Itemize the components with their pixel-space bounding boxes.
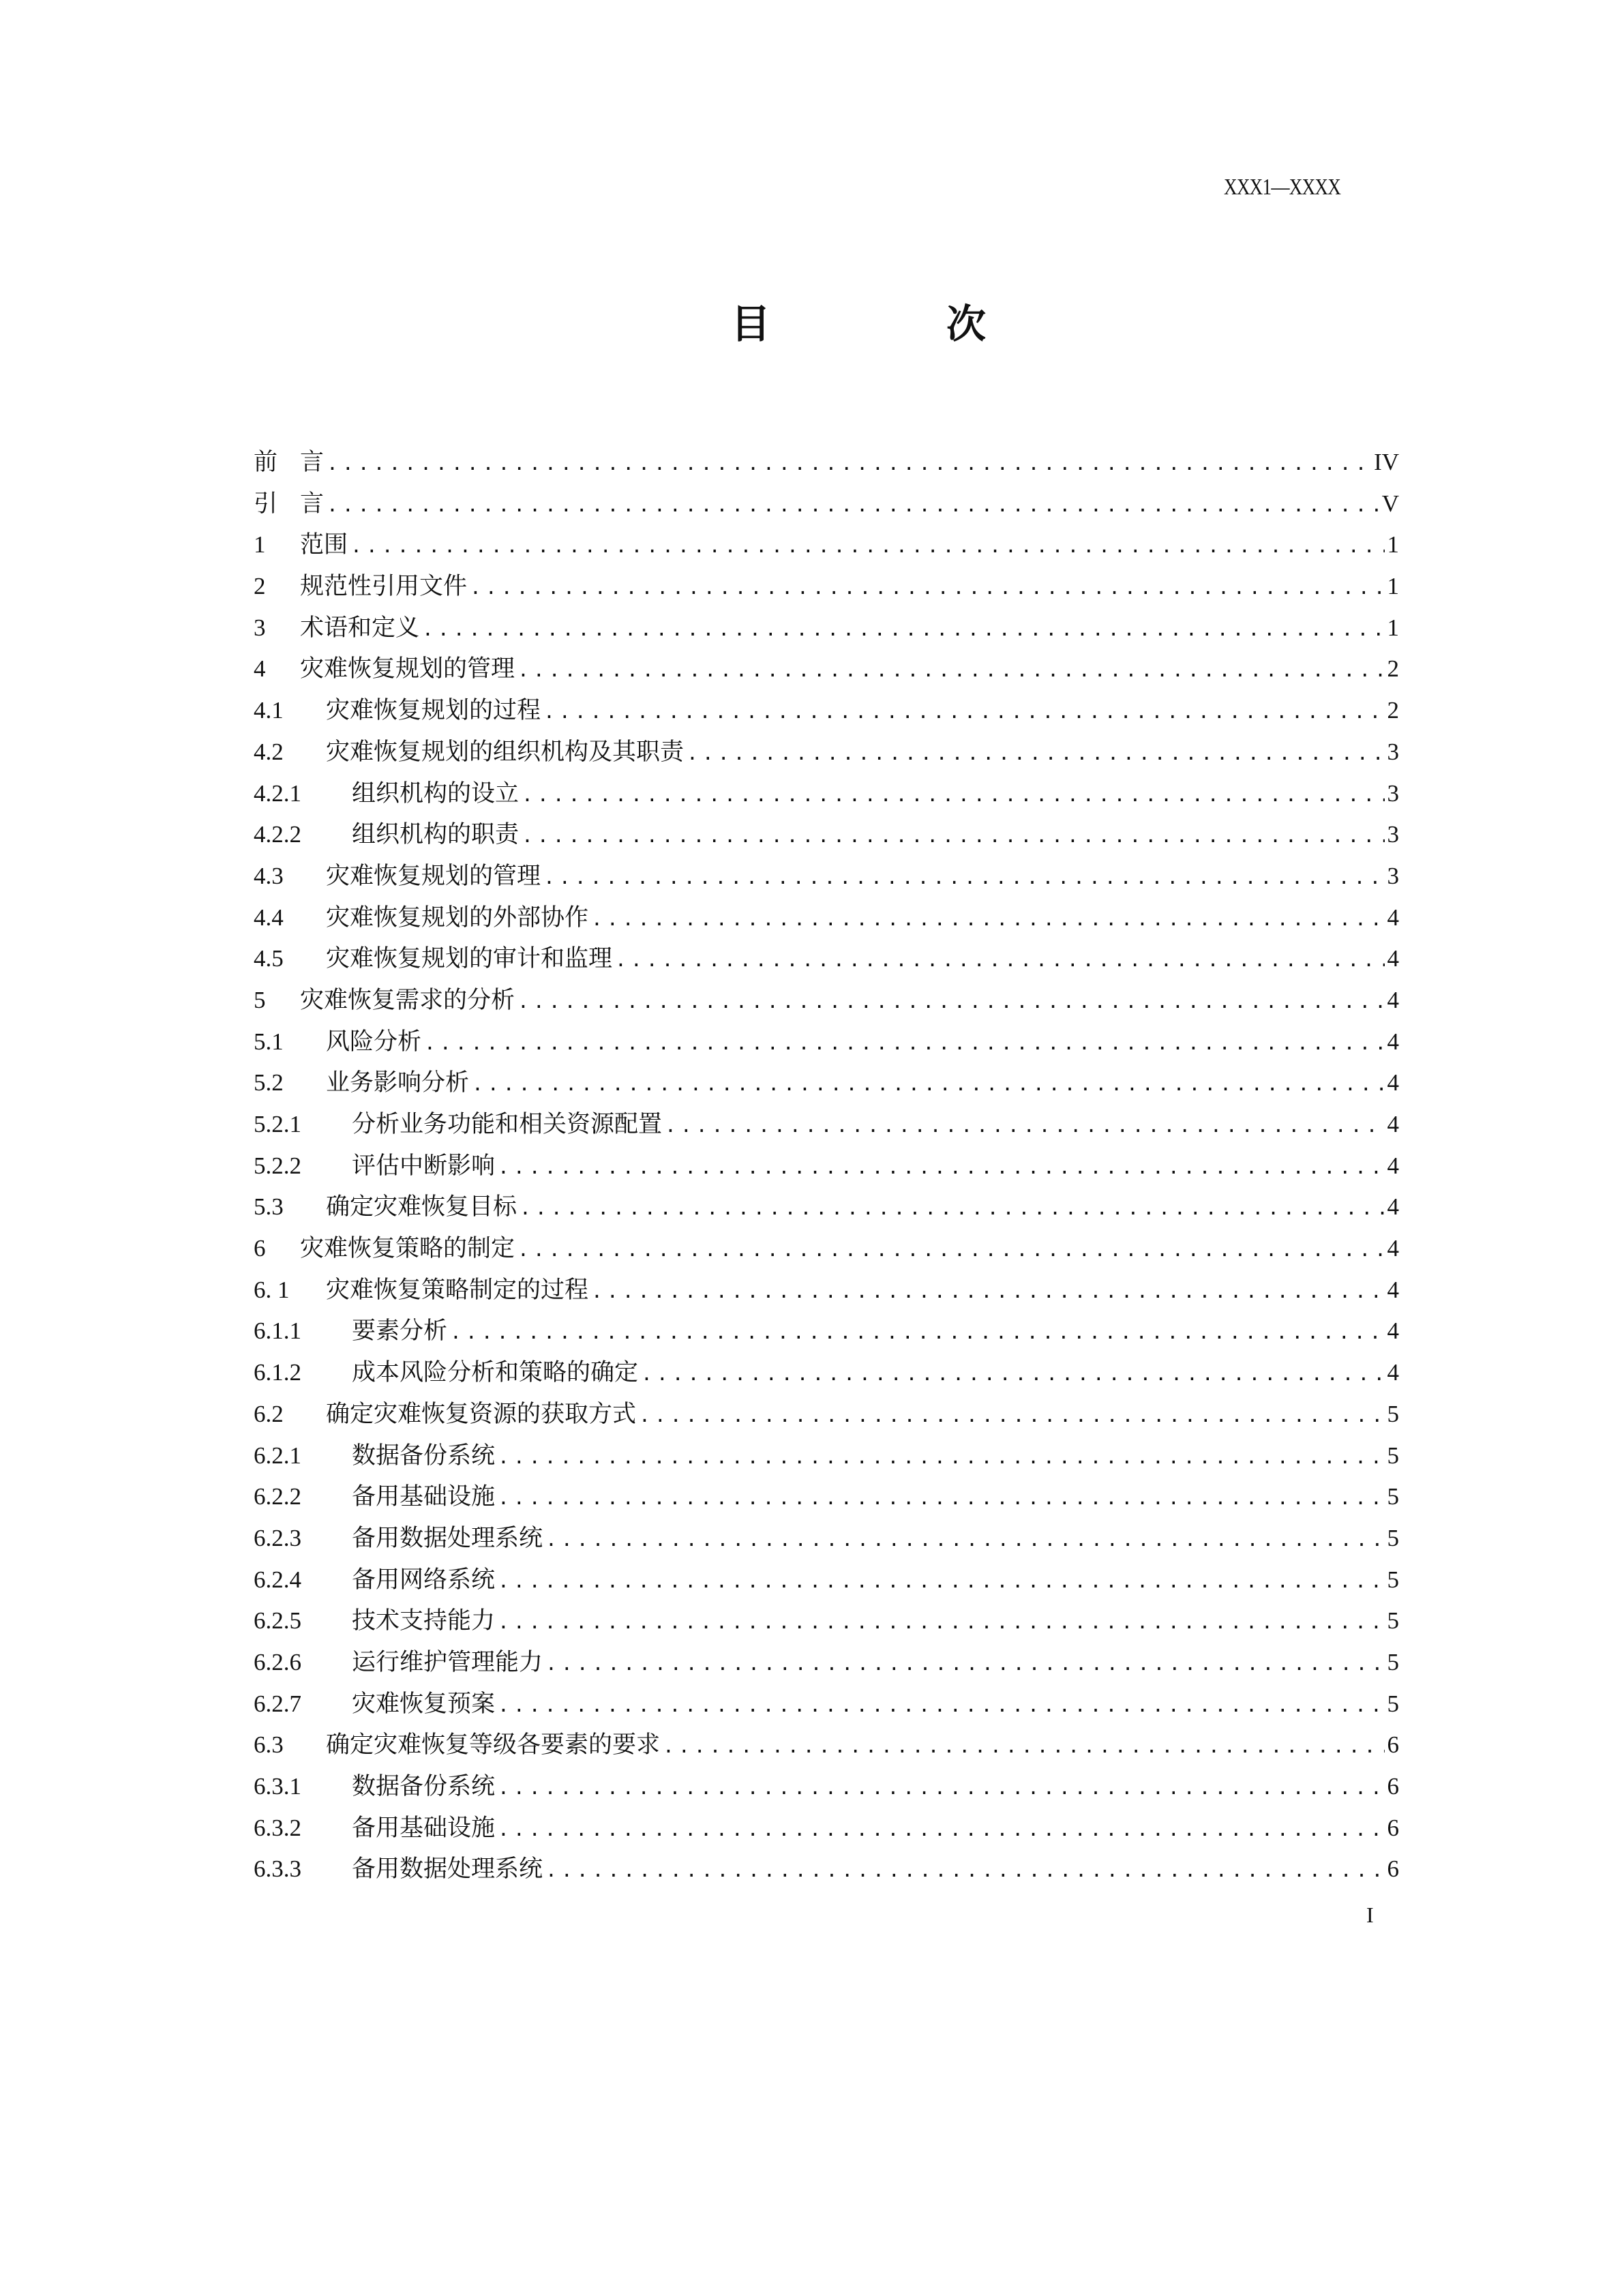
toc-entry[interactable] <box>254 1602 1399 1643</box>
toc-entry-title: 评估中断影响 <box>352 1152 496 1180</box>
toc-entry-page: 1 <box>1387 614 1399 641</box>
toc-entry-number: 6.2.7 <box>254 1690 301 1717</box>
toc-entry-page: 5 <box>1387 1690 1399 1717</box>
toc-entry-title: 运行维护管理能力 <box>352 1648 543 1676</box>
toc-entry-page: 4 <box>1387 1276 1399 1303</box>
dot-leader <box>543 866 1384 889</box>
toc-entry[interactable] <box>254 981 1399 1023</box>
toc-entry-title: 备用数据处理系统 <box>352 1524 543 1552</box>
dot-leader <box>665 1114 1384 1137</box>
toc-entry-page: 4 <box>1387 1028 1399 1055</box>
toc-entry-number: 4 <box>254 655 266 683</box>
toc-entry-page: 4 <box>1387 1235 1399 1262</box>
toc-entry-title: 业务影响分析 <box>326 1069 470 1097</box>
toc-entry-title: 灾难恢复策略制定的过程 <box>326 1276 589 1304</box>
toc-entry-page: 4 <box>1387 1069 1399 1097</box>
dot-leader <box>498 1446 1384 1468</box>
toc-entry-number: 3 <box>254 614 266 641</box>
toc-entry-title: 备用基础设施 <box>352 1814 496 1842</box>
toc-entry-page: IV <box>1374 449 1399 475</box>
toc-entry-number: 5.2.1 <box>254 1111 301 1137</box>
toc-entry-number: 6.1.2 <box>254 1359 301 1386</box>
toc-entry-title: 灾难恢复规划的管理 <box>326 862 541 890</box>
toc-entry[interactable] <box>254 1105 1399 1147</box>
toc-entry-title: 确定灾难恢复目标 <box>326 1193 517 1221</box>
toc-entry[interactable] <box>254 691 1399 733</box>
toc-entry-page: 6 <box>1387 1731 1399 1759</box>
toc-entry-number: 5.3 <box>254 1193 284 1221</box>
toc-entry-number: 6.2.3 <box>254 1524 301 1551</box>
toc-entry-page: 4 <box>1387 1111 1399 1137</box>
toc-entry-number: 6.2.6 <box>254 1648 301 1675</box>
toc-entry-page: 6 <box>1387 1814 1399 1841</box>
toc-entry-title: 灾难恢复规划的审计和监理 <box>326 945 613 973</box>
toc-entry-page: 5 <box>1387 1524 1399 1551</box>
toc-entry-title: 数据备份系统 <box>352 1442 496 1470</box>
dot-leader <box>591 1280 1384 1302</box>
toc-entry-number: 引 <box>254 490 278 517</box>
toc-entry-number: 4.2.2 <box>254 821 301 848</box>
dot-leader <box>472 1073 1384 1095</box>
toc-entry[interactable] <box>254 1643 1399 1685</box>
toc-entry[interactable] <box>254 1685 1399 1727</box>
toc-entry-page: 2 <box>1387 697 1399 724</box>
toc-entry-title: 确定灾难恢复资源的获取方式 <box>326 1400 637 1428</box>
toc-entry-page: 1 <box>1387 573 1399 600</box>
toc-entry-number: 5.1 <box>254 1028 284 1055</box>
toc-entry-number: 6.2.1 <box>254 1442 301 1469</box>
dot-leader <box>498 1694 1384 1716</box>
toc-entry-number: 6.2 <box>254 1400 284 1427</box>
dot-leader <box>424 1032 1384 1054</box>
toc-entry-number: 6.3.3 <box>254 1855 301 1883</box>
dot-leader <box>517 659 1384 681</box>
toc-entry-title: 风险分析 <box>326 1028 422 1056</box>
toc-entry-title: 备用基础设施 <box>352 1483 496 1511</box>
dot-leader <box>545 1652 1384 1675</box>
toc-entry-number: 1 <box>254 531 266 558</box>
toc-entry-title: 灾难恢复规划的管理 <box>300 655 515 683</box>
toc-entry-title: 组织机构的设立 <box>352 779 520 807</box>
toc-entry-page: 3 <box>1387 779 1399 807</box>
toc-entry-page: 5 <box>1387 1442 1399 1469</box>
toc-entry-title: 规范性引用文件 <box>300 573 468 601</box>
toc-entry-number: 5.2.2 <box>254 1152 301 1179</box>
toc-entry[interactable] <box>254 899 1399 940</box>
toc-entry[interactable] <box>254 1726 1399 1768</box>
toc-entry-title: 灾难恢复策略的制定 <box>300 1235 515 1263</box>
dot-leader <box>327 452 1371 475</box>
toc-entry[interactable] <box>254 1271 1399 1313</box>
toc-entry[interactable] <box>254 1395 1399 1437</box>
toc-entry[interactable] <box>254 857 1399 899</box>
toc-entry-page: V <box>1381 490 1399 517</box>
toc-entry-number: 6. 1 <box>254 1276 290 1303</box>
toc-entry-page: 5 <box>1387 1566 1399 1593</box>
toc-entry-number: 4.2.1 <box>254 779 301 807</box>
toc-entry-page: 4 <box>1387 904 1399 931</box>
toc-entry[interactable] <box>254 1229 1399 1271</box>
toc-entry-number: 4.4 <box>254 904 284 931</box>
dot-leader <box>517 1238 1384 1261</box>
dot-leader <box>470 576 1384 599</box>
dot-leader <box>641 1362 1384 1385</box>
toc-entry-title: 灾难恢复规划的过程 <box>326 697 541 725</box>
toc-entry-page: 5 <box>1387 1400 1399 1427</box>
dot-leader <box>498 1156 1384 1178</box>
toc-entry-page: 4 <box>1387 945 1399 972</box>
toc-entry[interactable] <box>254 650 1399 691</box>
toc-entry-number: 4.3 <box>254 862 284 889</box>
title-char-2: 次 <box>946 301 987 347</box>
toc-entry[interactable] <box>254 1519 1399 1561</box>
toc-entry-title: 范围 <box>300 531 348 559</box>
toc-entry-title: 术语和定义 <box>300 614 420 642</box>
toc-entry-title: 分析业务功能和相关资源配置 <box>352 1111 663 1138</box>
toc-entry-title: 成本风险分析和策略的确定 <box>352 1359 639 1387</box>
dot-leader <box>498 1487 1384 1509</box>
toc-entry[interactable] <box>254 526 1399 567</box>
toc-entry[interactable] <box>254 485 1399 526</box>
toc-entry-number: 4.2 <box>254 738 284 765</box>
toc-entry[interactable] <box>254 1023 1399 1064</box>
toc-entry[interactable] <box>254 1809 1399 1851</box>
dot-leader <box>350 535 1384 557</box>
dot-leader <box>498 1611 1384 1633</box>
toc-entry-number: 6.3.2 <box>254 1814 301 1841</box>
toc-entry-title: 技术支持能力 <box>352 1607 496 1635</box>
toc-entry-number: 6.3 <box>254 1731 284 1759</box>
toc-entry-number: 6.2.2 <box>254 1483 301 1510</box>
toc-entry[interactable] <box>254 567 1399 609</box>
toc-entry-title: 备用网络系统 <box>352 1566 496 1594</box>
toc-entry[interactable] <box>254 940 1399 981</box>
toc-entry-number: 6 <box>254 1235 266 1262</box>
toc-entry-page: 6 <box>1387 1855 1399 1883</box>
toc-entry-number: 6.2.5 <box>254 1607 301 1635</box>
toc-entry-number: 2 <box>254 573 266 600</box>
toc-entry-page: 2 <box>1387 655 1399 683</box>
toc-entry[interactable] <box>254 1064 1399 1105</box>
toc-entry-number: 前 <box>254 449 278 475</box>
table-of-contents <box>254 443 1399 1892</box>
dot-leader <box>545 1528 1384 1551</box>
toc-entry-page: 4 <box>1387 1359 1399 1386</box>
toc-entry-title: 数据备份系统 <box>352 1773 496 1800</box>
page-number: I <box>1366 1903 1374 1927</box>
toc-entry-number: 6.2.4 <box>254 1566 301 1593</box>
toc-entry[interactable] <box>254 1147 1399 1189</box>
toc-entry[interactable] <box>254 816 1399 857</box>
toc-entry-title: 灾难恢复规划的组织机构及其职责 <box>326 738 685 766</box>
toc-entry-title: 言 <box>300 449 325 476</box>
dot-leader <box>498 1776 1384 1799</box>
toc-entry[interactable] <box>254 443 1399 485</box>
toc-entry[interactable] <box>254 1768 1399 1809</box>
toc-entry-page: 6 <box>1387 1773 1399 1800</box>
toc-entry-title: 灾难恢复规划的外部协作 <box>326 904 589 931</box>
dot-leader <box>522 824 1384 847</box>
toc-entry-number: 4.1 <box>254 697 284 724</box>
title-char-1: 目 <box>731 301 771 347</box>
toc-entry-page: 4 <box>1387 1152 1399 1179</box>
dot-leader <box>498 1818 1384 1840</box>
toc-entry-title: 灾难恢复预案 <box>352 1690 496 1718</box>
toc-entry[interactable] <box>254 733 1399 775</box>
toc-entry-number: 6.3.1 <box>254 1773 301 1800</box>
toc-entry-number: 6.1.1 <box>254 1317 301 1345</box>
document-code: XXX1—XXXX <box>1224 175 1341 200</box>
toc-entry[interactable] <box>254 1478 1399 1519</box>
toc-entry-title: 言 <box>300 490 325 518</box>
dot-leader <box>520 1197 1384 1219</box>
dot-leader <box>615 949 1384 971</box>
toc-entry-page: 3 <box>1387 738 1399 765</box>
dot-leader <box>450 1321 1384 1343</box>
dot-leader <box>517 990 1384 1013</box>
toc-entry-page: 5 <box>1387 1607 1399 1635</box>
dot-leader <box>522 784 1384 806</box>
toc-entry-page: 4 <box>1387 986 1399 1013</box>
dot-leader <box>422 618 1384 640</box>
toc-entry-page: 1 <box>1387 531 1399 558</box>
toc-entry-page: 5 <box>1387 1483 1399 1510</box>
dot-leader <box>498 1570 1384 1592</box>
dot-leader <box>639 1404 1384 1427</box>
toc-entry-page: 4 <box>1387 1193 1399 1221</box>
toc-entry[interactable] <box>254 1437 1399 1478</box>
dot-leader <box>545 1859 1384 1881</box>
toc-entry[interactable] <box>254 775 1399 816</box>
toc-entry[interactable] <box>254 1312 1399 1354</box>
toc-entry-page: 3 <box>1387 862 1399 889</box>
dot-leader <box>543 700 1384 723</box>
toc-entry[interactable] <box>254 1561 1399 1602</box>
toc-entry-page: 5 <box>1387 1648 1399 1675</box>
toc-entry-title: 灾难恢复需求的分析 <box>300 986 515 1014</box>
toc-entry[interactable] <box>254 1354 1399 1395</box>
toc-entry-title: 确定灾难恢复等级各要素的要求 <box>326 1731 661 1759</box>
toc-entry[interactable] <box>254 1850 1399 1892</box>
toc-entry-title: 备用数据处理系统 <box>352 1855 543 1883</box>
dot-leader <box>591 908 1384 930</box>
toc-entry[interactable] <box>254 1188 1399 1229</box>
toc-entry-number: 5.2 <box>254 1069 284 1097</box>
toc-entry-title: 要素分析 <box>352 1317 448 1345</box>
dot-leader <box>663 1735 1384 1757</box>
toc-entry-page: 4 <box>1387 1317 1399 1345</box>
dot-leader <box>327 494 1379 516</box>
toc-entry-page: 3 <box>1387 821 1399 848</box>
toc-entry-title: 组织机构的职责 <box>352 821 520 849</box>
toc-entry-number: 5 <box>254 986 266 1013</box>
toc-entry[interactable] <box>254 609 1399 651</box>
dot-leader <box>687 742 1384 764</box>
toc-entry-number: 4.5 <box>254 945 284 972</box>
